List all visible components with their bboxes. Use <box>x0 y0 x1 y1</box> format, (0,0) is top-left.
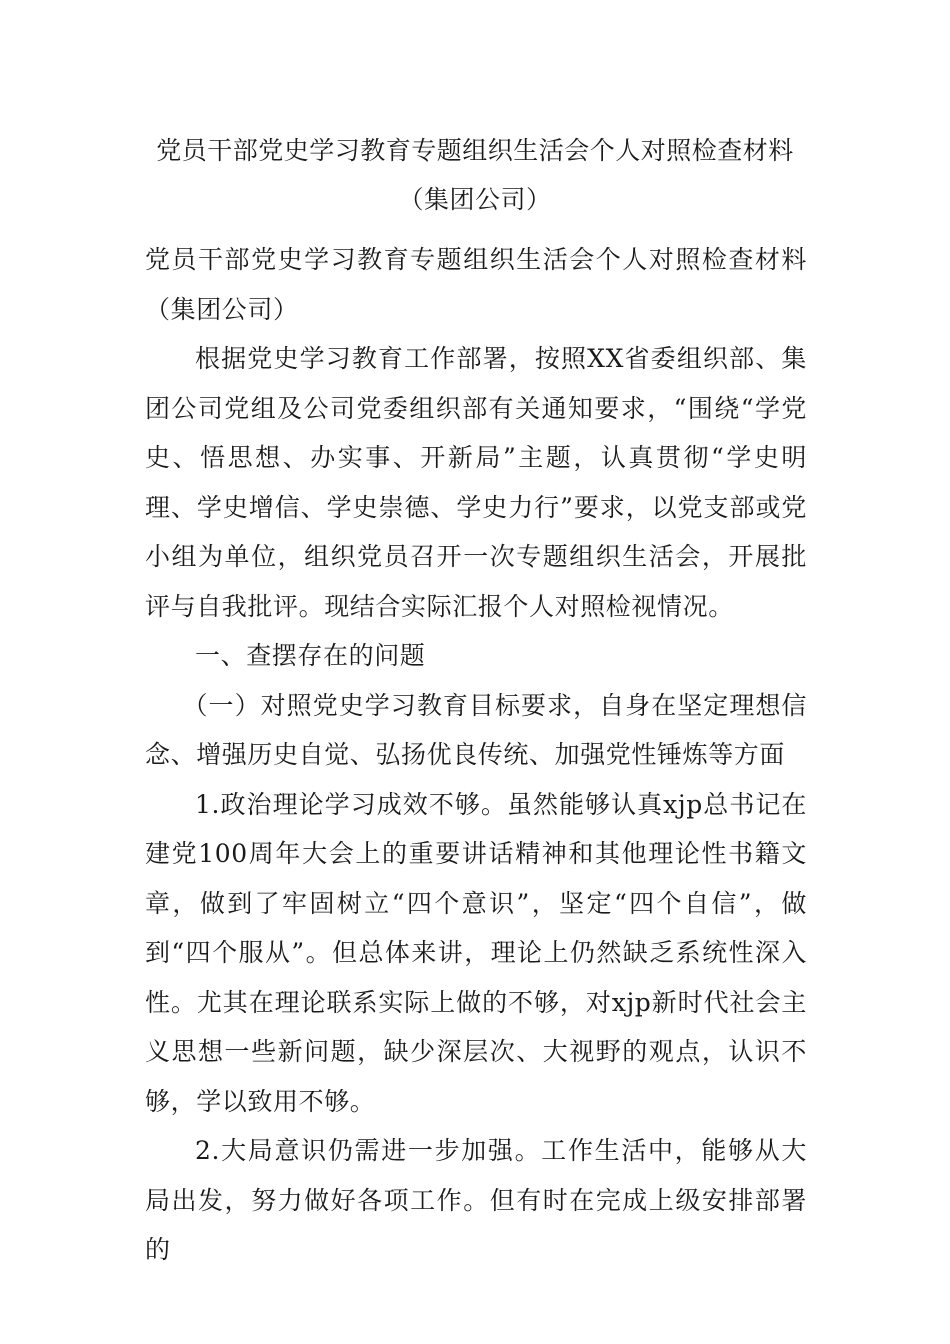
document-body <box>145 235 807 1275</box>
document-title: 党员干部党史学习教育专题组织生活会个人对照检查材料 <box>156 136 794 165</box>
point-2-paragraph: 2.大局意识仍需进一步加强。工作生活中，能够从大局出发，努力做好各项工作。但有时在完成上级安排部署的 <box>145 1136 807 1264</box>
intro-paragraph: 根据党史学习教育工作部署，按照XX省委组织部、集团公司党组及公司党委组织部有关通知要求，“围绕“学党史、悟思想、办实事、开新局”主题，认真贯彻“学史明理、学史增信、学史崇德、学史力行”要求，以党支部或党小组为单位，组织党员召开一次专题组织生活会，开展批评与自我批评。现结合实际汇报个人对照检视情况。 <box>145 344 807 621</box>
repeated-title-paragraph: 党员干部党史学习教育专题组织生活会个人对照检查材料（集团公司） <box>145 245 807 324</box>
document-subtitle: （集团公司） <box>398 185 552 214</box>
subsection-heading: （一）对照党史学习教育目标要求，自身在坚定理想信念、增强历史自觉、弘扬优良传统、加强党性锤炼等方面 <box>145 690 807 769</box>
section-heading: 一、查摆存在的问题 <box>195 641 426 670</box>
point-1-paragraph: 1.政治理论学习成效不够。虽然能够认真xjp总书记在建党100周年大会上的重要讲话精神和其他理论性书籍文章，做到了牢固树立“四个意识”，坚定“四个自信”，做到“四个服从”。但总体来讲，理论上仍然缺乏系统性深入性。尤其在理论联系实际上做的不够，对xjp新时代社会主义思想一些新问题，缺少深层次、大视野的观点，认识不够，学以致用不够。 <box>145 789 807 1116</box>
